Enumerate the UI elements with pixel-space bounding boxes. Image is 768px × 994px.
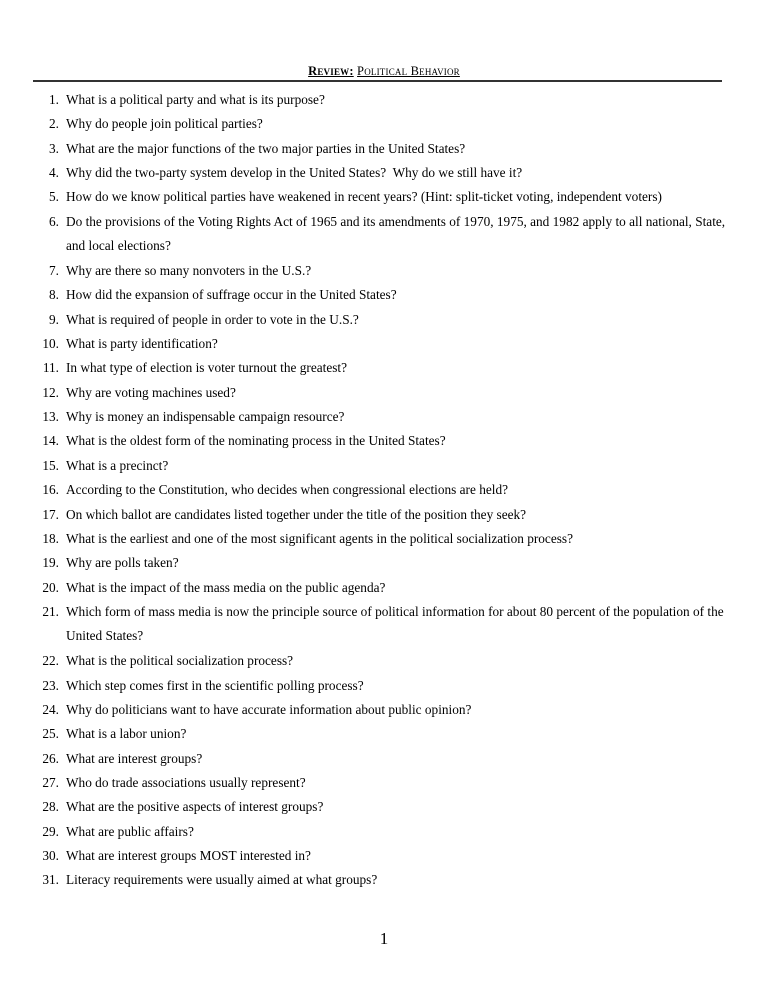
question-list xyxy=(26,92,726,897)
question-number: 29. xyxy=(42,823,59,839)
question-item xyxy=(26,336,726,352)
question-text: How did the expansion of suffrage occur in the United States? xyxy=(66,287,397,303)
question-text: Which step comes first in the scientific polling process? xyxy=(66,677,364,693)
question-text: In what type of election is voter turnout the greatest? xyxy=(66,360,347,376)
question-text: Do the provisions of the Voting Rights Act of 1965 and its amendments of 1970, 1975, and 1982 apply to all national, State, and local elections? xyxy=(66,213,726,254)
question-item xyxy=(26,507,726,523)
question-number: 2. xyxy=(49,116,59,132)
question-item xyxy=(26,482,726,498)
question-text: On which ballot are candidates listed together under the title of the position they seek? xyxy=(66,506,527,522)
question-item xyxy=(26,775,726,791)
question-number: 9. xyxy=(49,311,59,327)
title-divider xyxy=(33,80,722,82)
question-item xyxy=(26,214,726,255)
question-item xyxy=(26,165,726,181)
question-text: What is the impact of the mass media on the public agenda? xyxy=(66,579,386,595)
question-number: 24. xyxy=(42,701,59,717)
question-text: What are interest groups MOST interested in? xyxy=(66,847,311,863)
question-item xyxy=(26,458,726,474)
question-item xyxy=(26,360,726,376)
question-number: 25. xyxy=(42,726,59,742)
question-text: Why do politicians want to have accurate information about public opinion? xyxy=(66,701,472,717)
question-text: What is the oldest form of the nominating process in the United States? xyxy=(66,433,446,449)
question-item xyxy=(26,409,726,425)
question-text: Why is money an indispensable campaign resource? xyxy=(66,409,345,425)
question-text: Which form of mass media is now the principle source of political information for about 80 percent of the population of the United States? xyxy=(66,603,724,644)
page-number: 1 xyxy=(379,929,389,948)
question-item xyxy=(26,604,726,645)
question-text: What are the major functions of the two major parties in the United States? xyxy=(66,140,466,156)
question-number: 14. xyxy=(42,433,59,449)
question-item xyxy=(26,555,726,571)
question-text: What is required of people in order to vote in the U.S.? xyxy=(66,311,359,327)
question-item xyxy=(26,92,726,108)
question-number: 20. xyxy=(42,579,59,595)
question-number: 10. xyxy=(42,336,59,352)
question-item xyxy=(26,678,726,694)
question-item xyxy=(26,531,726,547)
question-item xyxy=(26,872,726,888)
question-item xyxy=(26,433,726,449)
question-item xyxy=(26,263,726,279)
question-text: How do we know political parties have weakened in recent years? (Hint: split-ticket voting, independent voters) xyxy=(66,189,662,205)
question-text: Who do trade associations usually represent? xyxy=(66,774,306,790)
question-text: What is party identification? xyxy=(66,336,218,352)
question-number: 30. xyxy=(42,847,59,863)
question-text: Literacy requirements were usually aimed at what groups? xyxy=(66,872,378,888)
question-item xyxy=(26,799,726,815)
question-text: Why are voting machines used? xyxy=(66,384,236,400)
question-text: Why are polls taken? xyxy=(66,555,179,571)
question-item xyxy=(26,116,726,132)
question-number: 21. xyxy=(42,603,59,619)
question-number: 5. xyxy=(49,189,59,205)
question-text: What is the political socialization process? xyxy=(66,653,294,669)
question-text: What is the earliest and one of the most significant agents in the political socialization process? xyxy=(66,530,573,546)
question-number: 11. xyxy=(42,360,59,376)
question-text: What is a precinct? xyxy=(66,457,169,473)
question-item xyxy=(26,385,726,401)
question-number: 27. xyxy=(42,774,59,790)
question-item xyxy=(26,287,726,303)
question-number: 18. xyxy=(42,530,59,546)
question-item xyxy=(26,312,726,328)
question-number: 3. xyxy=(49,140,59,156)
question-number: 17. xyxy=(42,506,59,522)
question-number: 26. xyxy=(42,750,59,766)
question-text: Why do people join political parties? xyxy=(66,116,263,132)
question-number: 16. xyxy=(42,482,59,498)
question-item xyxy=(26,189,726,205)
question-item xyxy=(26,580,726,596)
question-item xyxy=(26,726,726,742)
question-number: 13. xyxy=(42,409,59,425)
question-number: 7. xyxy=(49,263,59,279)
question-number: 28. xyxy=(42,799,59,815)
question-text: According to the Constitution, who decides when congressional elections are held? xyxy=(66,482,509,498)
question-number: 23. xyxy=(42,677,59,693)
question-number: 8. xyxy=(49,287,59,303)
question-number: 22. xyxy=(42,653,59,669)
question-text: What are the positive aspects of interest groups? xyxy=(66,799,324,815)
question-item xyxy=(26,653,726,669)
question-text: Why are there so many nonvoters in the U.S.? xyxy=(66,263,312,279)
question-text: What is a political party and what is its purpose? xyxy=(66,92,325,107)
title-subject: Political Behavior xyxy=(357,64,460,78)
question-number: 1. xyxy=(49,92,59,107)
question-text: What is a labor union? xyxy=(66,726,187,742)
question-text: What are public affairs? xyxy=(66,823,194,839)
question-text: What are interest groups? xyxy=(66,750,203,766)
question-text: Why did the two-party system develop in the United States? Why do we still have it? xyxy=(66,165,523,181)
question-number: 19. xyxy=(42,555,59,571)
question-item xyxy=(26,824,726,840)
title-label: Review: xyxy=(308,64,354,78)
question-number: 6. xyxy=(49,213,59,229)
question-item xyxy=(26,141,726,157)
page-title xyxy=(0,64,768,79)
question-item xyxy=(26,848,726,864)
question-item xyxy=(26,751,726,767)
question-number: 15. xyxy=(42,457,59,473)
question-number: 4. xyxy=(49,165,59,181)
question-number: 31. xyxy=(42,872,59,888)
question-item xyxy=(26,702,726,718)
question-number: 12. xyxy=(42,384,59,400)
